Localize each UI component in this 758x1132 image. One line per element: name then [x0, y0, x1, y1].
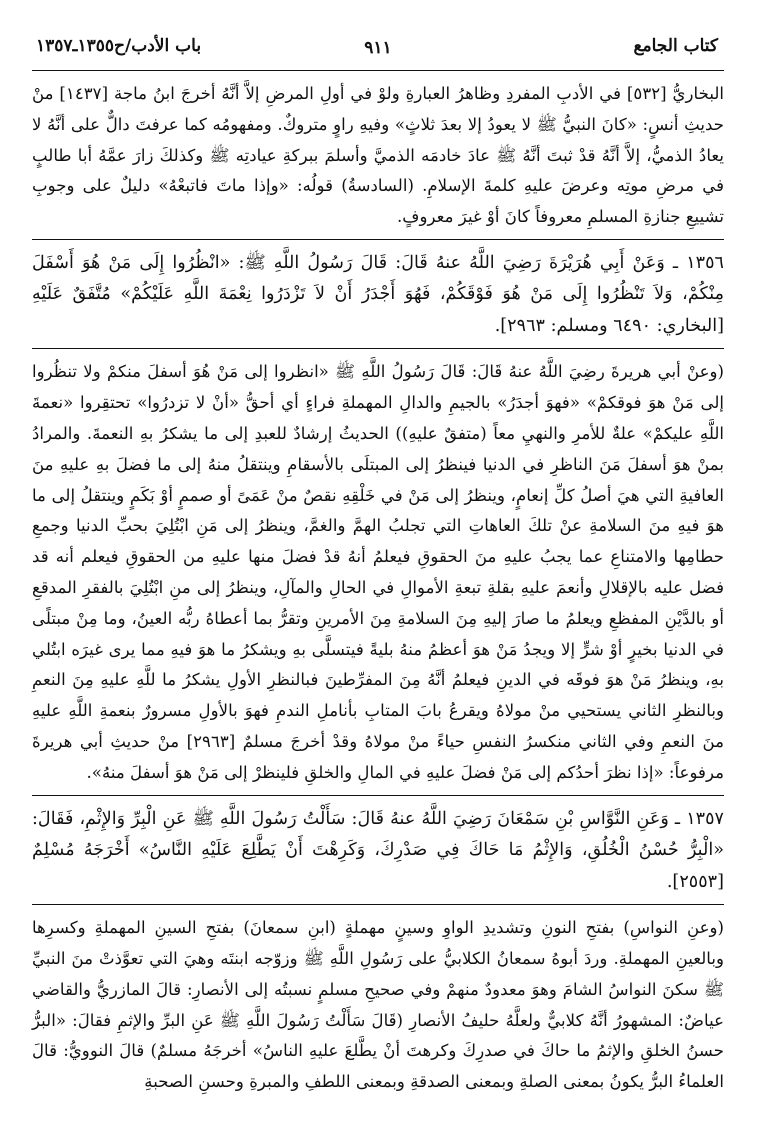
page-header: [32, 20, 724, 71]
divider: [32, 239, 724, 240]
commentary-paragraph: (وعنِ النواسِ) بفتحِ النونِ وتشديدِ الواوِ وسينٍ مهملةٍ (ابنِ سمعانَ) بفتحِ السينِ المهملةِ وكسرِها وبالعينِ المهملةِ. وردَ أبوهُ سمعانُ الكلابيُّ على رَسُولِ اللَّهِ ﷺ وزوّجه ابنتَه وهيَ التي تعوَّذتْ منَ النبيِّ ﷺ سكنَ النواسُ الشامَ وهوَ معدودٌ منهمْ وفي صحيحِ مسلمٍ نسبتُه إلى الأنصارِ: قالَ المازريُّ والقاضي عياضٌ: المشهورُ أنَّهُ كلابيٌّ ولعلَّهُ حليفُ الأنصارِ (قَالَ سَأَلْتُ رَسُولَ اللَّهِ ﷺ عَنِ البرِّ والإثمِ فقالَ: «البرُّ حسنُ الخلقِ والإثمُ ما حاكَ في صدرِكَ وكرهتَ أنْ يطَّلعَ عليهِ الناسُ» أخرجَهُ مسلمٌ) قالَ النوويُّ: قالَ العلماءُ البرُّ يكونُ بمعنى الصلةِ وبمعنى الصدقةِ وبمعنى اللطفِ والمبرةِ وحسنِ الصحبةِ: [32, 918, 724, 1092]
divider: [32, 795, 724, 796]
hadith-1356: ١٣٥٦ ـ وَعَنْ أَبِي هُرَيْرَةَ رَضِيَ اللَّهُ عنهُ قَالَ: قَالَ رَسُولُ اللَّهِ ﷺ: «انْظُرُوا إِلَى مَنْ هُوَ أَسْفَلَ مِنْكُمْ، وَلاَ تَنْظُرُوا إِلَى مَنْ هُوَ فَوْقَكُمْ، فَهُوَ أَجْدَرُ أَنْ لاَ تَزْدَرُوا نِعْمَةَ اللَّهِ عَلَيْكُمْ» مُتَّفَقٌ عَلَيْهِ [البخاري: ٦٤٩٠ ومسلم: ٢٩٦٣].: [32, 252, 724, 336]
commentary-block: [32, 913, 724, 1098]
hadith-block: [32, 804, 724, 899]
hadith-1357: ١٣٥٧ ـ وَعَنِ النَّوَّاسِ بْنِ سَمْعَانَ رَضِيَ اللَّهُ عنهُ قَالَ: سَأَلْتُ رَسُولَ اللَّهِ ﷺ عَنِ الْبِرِّ وَالإِثْمِ، فَقَالَ: «الْبِرُّ حُسْنُ الْخُلُقِ، وَالإِثْمُ مَا حَاكَ فِي صَدْرِكَ، وَكَرِهْتَ أَنْ يَطَّلِعَ عَلَيْهِ النَّاسُ» أَخْرَجَهُ مُسْلِمٌ [٢٥٥٣].: [32, 808, 724, 892]
chapter-title: باب الأدب/ح١٣٥٥ـ١٣٥٧: [36, 36, 202, 56]
divider: [32, 904, 724, 905]
divider: [32, 348, 724, 349]
commentary-paragraph: البخاريُّ [٥٣٢] في الأدبِ المفردِ وظاهرُ العبارةِ ولوْ في أولِ المرضِ إلاَّ أنَّهُ أخرجَ ابنُ ماجة [١٤٣٧] منْ حديثِ أنسٍ: «كانَ النبيُّ ﷺ لا يعودُ إلا بعدَ ثلاثٍ» وفيهِ راوٍ متروكٌ. ومفهومُه كما عرفتَ دالٌّ على أنَّهُ لا يعادُ الذميُّ، إلاَّ أنَّهُ قدْ ثبتَ أنَّهُ ﷺ عادَ خادمَه الذميَّ وأسلمَ ببركةِ عيادتِه ﷺ وكذلكَ زارَ عمَّهُ أبا طالبٍ في مرضِ موتِه وعرضَ عليهِ كلمةَ الإسلامِ. (السادسةُ) قولُه: «وإذا ماتَ فاتبعْهُ» دليلٌ على وجوبِ تشييعِ جنازةِ المسلمِ معروفاً كانَ أوْ غيرَ معروفٍ.: [32, 84, 724, 227]
book-page: [0, 20, 758, 1132]
page-number: ٩١١: [364, 38, 392, 58]
commentary-block: [32, 357, 724, 788]
commentary-paragraph: (وعنْ أبي هريرةَ رضِيَ اللَّهُ عنهُ قَالَ: قَالَ رَسُولُ اللَّهِ ﷺ «انظروا إلى مَنْ هُوَ أسفلَ منكمْ ولا تنظُروا إلى مَنْ هوَ فوقكمْ» «فهوَ أجدَرُ» بالجيمِ والدالِ المهملةِ فراءٍ أي أحقُّ «أنْ لا تزدرُوا» تحتقِروا «نعمةَ اللَّهِ عليكمْ» علةٌ للأمرِ والنهيِ معاً (متفقٌ عليهِ)) الحديثُ إرشادٌ للعبدِ إلى ما يشكرُ بهِ النعمةَ. والمرادُ بمنْ هوَ أسفلَ مَنَ الناظرِ في الدنيا فينظرُ إلى المبتلَى بالأسقامِ وينتقلُ منهُ إلى ما فضلَ بهِ عليهِ منَ العافيةِ التي هيَ أصلُ كلِّ إنعامٍ، وينظرُ إلى مَنْ في خَلْقِهِ نقصٌ منْ عَمَىً أو صممٍ أوْ بَكَمٍ وينتقلُ إلى ما هوَ فيهِ منَ السلامةِ عنْ تلكَ العاهاتِ التي تجلبُ الهمَّ والغمَّ، وينظرُ إلى مَنِ ابْتُلِيَ بحبِّ الدنيا وجمعِ حطامِها والامتناعِ عما يجبُ عليهِ منَ الحقوقِ فيعلمُ أنهُ قدْ فضلَ منها عليهِ من الحقوقِ فيعلم أنه قد فضل عليه بالإقلالِ وأنعمَ عليهِ بقلةِ تبعةِ الأموالِ في الحالِ والمآلِ، وينظرُ إلى منِ ابْتُلِيَ بالفقرِ المدقعِ أو بالدَّيْنِ المفظعِ ويعلمُ ما صارَ إليهِ مِنَ السلامةِ مِنَ الأمرينِ وتقرُّ بما أعطاهُ ربُّه العينُ، وما مِنْ مبتلًى في الدنيا بخيرٍ أوْ شرٍّ إلا ويجدُ مَنْ هوَ أعظمُ منهُ بليةً فيتسلَّى بهِ ويشكرُ ما هوَ فيهِ مما يرى غيرَه ابتُلي بهِ، وينظرُ مَنْ هوَ فوقَه في الدينِ فيعلمُ أنَّهُ مِنَ المفرِّطينَ فبالنظرِ الأولِ يشكرُ ما للَّهِ عليهِ مِنَ النعمِ وبالنظرِ الثاني يستحيي منْ مولاهُ ويقرعُ بابَ المتابِ بأناملِ الندمِ فهوَ بالأولِ مسرورٌ بنعمةِ اللَّهِ عليهِ منَ النعمِ وفي الثاني منكسرُ النفسِ حياءً منْ مولاهُ وقدْ أخرجَ مسلمٌ [٢٩٦٣] منْ حديثِ أبي هريرةَ مرفوعاً: «إذا نظرَ أحدُكم إلى مَنْ فضلَ عليهِ في المالِ والخلقِ فلينظرْ إلى مَنْ هوَ أسفلَ منهُ».: [32, 362, 724, 782]
hadith-block: [32, 248, 724, 343]
commentary-block: [32, 79, 724, 233]
book-title: كتاب الجامع: [633, 36, 718, 56]
